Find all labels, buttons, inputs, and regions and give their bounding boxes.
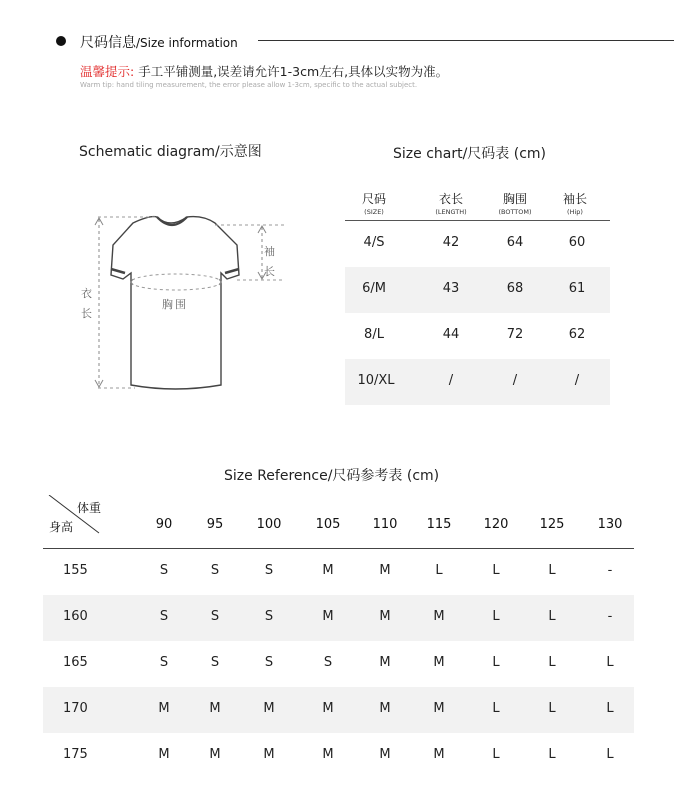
- weight-header: 95: [206, 517, 224, 532]
- size-cell: L: [548, 609, 556, 624]
- size-cell: S: [323, 655, 333, 670]
- size-cell: M: [158, 701, 170, 716]
- size-cell: M: [433, 747, 445, 762]
- warm-tip: [80, 62, 448, 80]
- label-length: 衣 长: [81, 287, 92, 320]
- size-cell: S: [159, 655, 169, 670]
- height-value: 170: [63, 701, 88, 716]
- warm-tip-en: Warm tip: hand tiling measurement, the error please allow 1-3cm, specific to the actual subject.: [80, 81, 418, 89]
- title-en: /Size information: [136, 36, 238, 50]
- size-cell: M: [433, 655, 445, 670]
- size-cell: M: [379, 701, 391, 716]
- size-cell: -: [607, 609, 613, 624]
- size-cell: S: [210, 655, 220, 670]
- table-row: [43, 549, 634, 595]
- size-cell: M: [322, 563, 334, 578]
- weight-header: 120: [483, 517, 509, 532]
- size-cell: L: [492, 609, 500, 624]
- size-cell: M: [158, 747, 170, 762]
- height-value: 155: [63, 563, 88, 578]
- weight-header: 100: [256, 517, 282, 532]
- header-bust: 胸围 (BOTTOM): [498, 192, 532, 216]
- size-cell: S: [264, 563, 274, 578]
- size-cell: L: [492, 655, 500, 670]
- size-cell: L: [548, 655, 556, 670]
- size-cell: L: [606, 747, 614, 762]
- header-length: 衣长 (LENGTH): [435, 192, 467, 216]
- weight-header: 110: [372, 517, 398, 532]
- size-cell: L: [492, 563, 500, 578]
- table-row: [43, 687, 634, 733]
- size-cell: M: [322, 609, 334, 624]
- size-cell: S: [159, 609, 169, 624]
- size-cell: M: [263, 701, 275, 716]
- schematic-title: Schematic diagram/示意图: [79, 144, 262, 160]
- header-sleeve: 袖长 (Hip): [562, 192, 587, 216]
- table-row: [43, 641, 634, 687]
- size-cell: M: [379, 655, 391, 670]
- size-cell: M: [379, 747, 391, 762]
- table-row: 8/L 44 72 62: [364, 327, 586, 342]
- section-title-size-info: [80, 32, 238, 52]
- header-size: 尺码 (SIZE): [361, 192, 386, 216]
- bullet-dot-icon: [56, 36, 66, 46]
- table-row: 6/M 43 68 61: [345, 267, 610, 313]
- table-row: 10/XL / / /: [345, 359, 610, 405]
- header-divider: [258, 40, 674, 41]
- reference-title: Size Reference/尺码参考表 (cm): [224, 468, 440, 484]
- size-cell: L: [606, 701, 614, 716]
- size-cell: L: [548, 747, 556, 762]
- size-cell: L: [492, 701, 500, 716]
- tip-text: 手工平铺测量,误差请允许1-3cm左右,具体以实物为准。: [134, 64, 449, 79]
- label-bust: 胸围: [162, 298, 188, 311]
- size-cell: M: [433, 701, 445, 716]
- height-value: 175: [63, 747, 88, 762]
- size-chart-table: [345, 188, 610, 405]
- size-cell: S: [210, 563, 220, 578]
- size-chart-title: Size chart/尺码表 (cm): [393, 146, 547, 162]
- weight-header: 90: [155, 517, 173, 532]
- size-cell: M: [322, 701, 334, 716]
- size-cell: M: [322, 747, 334, 762]
- size-cell: M: [263, 747, 275, 762]
- tip-label: 温馨提示:: [80, 64, 135, 79]
- size-cell: M: [209, 701, 221, 716]
- size-cell: S: [264, 609, 274, 624]
- size-chart-header: [345, 188, 610, 221]
- table-row: 4/S 42 64 60: [363, 235, 586, 250]
- weight-header: 115: [426, 517, 452, 532]
- weight-header: 130: [597, 517, 623, 532]
- size-cell: L: [548, 563, 556, 578]
- title-cn: 尺码信息: [80, 35, 136, 51]
- size-cell: L: [492, 747, 500, 762]
- size-cell: M: [209, 747, 221, 762]
- weight-header: 125: [539, 517, 565, 532]
- height-label: 身高: [49, 520, 74, 534]
- weight-label: 体重: [77, 501, 102, 515]
- table-row: [43, 595, 634, 641]
- size-cell: S: [159, 563, 169, 578]
- height-value: 160: [63, 609, 88, 624]
- table-row: [43, 733, 634, 779]
- size-reference-table: [43, 495, 634, 779]
- weight-header: 105: [315, 517, 341, 532]
- size-cell: S: [264, 655, 274, 670]
- height-value: 165: [63, 655, 88, 670]
- label-sleeve: 袖 长: [264, 245, 275, 278]
- size-cell: -: [607, 563, 613, 578]
- size-cell: L: [606, 655, 614, 670]
- size-cell: M: [379, 609, 391, 624]
- size-cell: L: [548, 701, 556, 716]
- size-cell: M: [433, 609, 445, 624]
- reference-header: [43, 495, 634, 549]
- size-cell: M: [379, 563, 391, 578]
- size-cell: L: [435, 563, 443, 578]
- size-cell: S: [210, 609, 220, 624]
